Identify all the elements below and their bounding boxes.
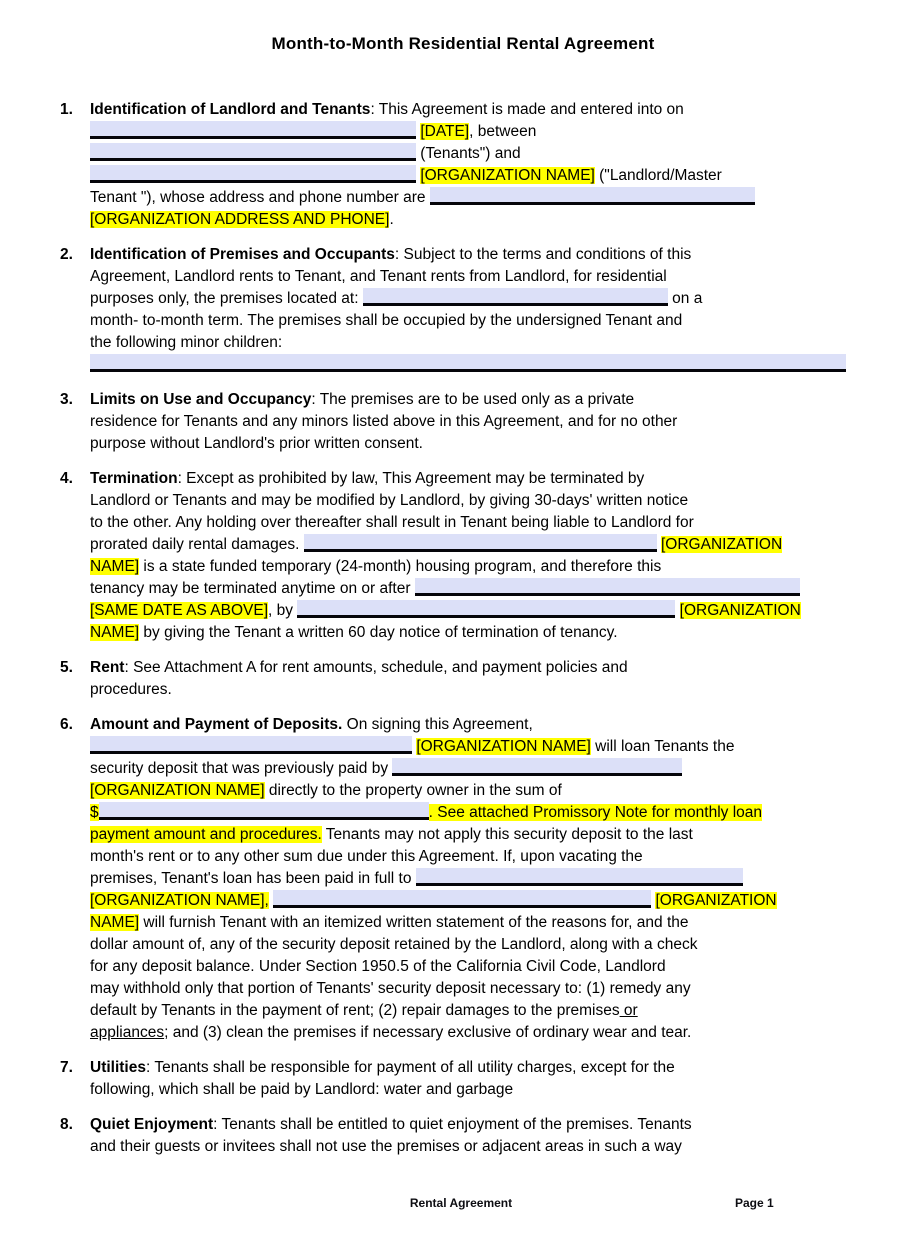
section-content bbox=[90, 99, 862, 231]
highlighted-placeholder: NAME] bbox=[90, 624, 140, 641]
highlighted-placeholder: . See attached Promissory Note for monthly loan bbox=[428, 804, 763, 821]
highlighted-placeholder: [ORGANIZATION bbox=[655, 892, 777, 909]
section bbox=[60, 1114, 866, 1158]
form-field-blank[interactable] bbox=[90, 143, 416, 161]
highlighted-placeholder: [DATE] bbox=[420, 123, 470, 140]
footer-page-number: Page 1 bbox=[735, 1196, 774, 1210]
body-text: . bbox=[389, 211, 394, 228]
body-text: purposes only, the premises located at: bbox=[90, 290, 363, 307]
body-text: procedures. bbox=[90, 681, 172, 698]
highlighted-placeholder: [ORGANIZATION NAME] bbox=[90, 782, 265, 799]
section bbox=[60, 1057, 866, 1101]
section-heading: Identification of Premises and Occupants bbox=[90, 246, 395, 263]
body-text: is a state funded temporary (24-month) housing program, and therefore this bbox=[139, 558, 662, 575]
form-field-blank[interactable] bbox=[363, 288, 668, 306]
form-field-blank[interactable] bbox=[90, 736, 412, 754]
form-field-blank[interactable] bbox=[90, 354, 846, 372]
form-field-blank[interactable] bbox=[415, 578, 800, 596]
section bbox=[60, 657, 866, 701]
highlighted-placeholder: NAME] bbox=[90, 558, 140, 575]
section-number: 3. bbox=[60, 391, 73, 408]
underlined-text: or bbox=[619, 1002, 638, 1019]
section-number: 5. bbox=[60, 659, 73, 676]
body-text: directly to the property owner in the sum of bbox=[264, 782, 562, 799]
form-field-blank[interactable] bbox=[273, 890, 651, 908]
sections bbox=[60, 99, 866, 1158]
body-text: following, which shall be paid by Landlord: water and garbage bbox=[90, 1081, 514, 1098]
body-text: and their guests or invitees shall not use the premises or adjacent areas in such a way bbox=[90, 1138, 682, 1155]
form-field-blank[interactable] bbox=[99, 802, 429, 820]
body-text: residence for Tenants and any minors listed above in this Agreement, and for no other bbox=[90, 413, 678, 430]
section-heading: Rent bbox=[90, 659, 125, 676]
body-text: the following minor children: bbox=[90, 334, 283, 351]
highlighted-placeholder: payment amount and procedures. bbox=[90, 826, 322, 843]
body-text: security deposit that was previously paid by bbox=[90, 760, 393, 777]
form-field-blank[interactable] bbox=[430, 187, 755, 205]
section bbox=[60, 244, 866, 376]
body-text: premises, Tenant's loan has been paid in full to bbox=[90, 870, 416, 887]
body-text: purpose without Landlord's prior written consent. bbox=[90, 435, 423, 452]
section-number: 8. bbox=[60, 1116, 73, 1133]
form-field-blank[interactable] bbox=[90, 165, 416, 183]
body-text: may withhold only that portion of Tenants' security deposit necessary to: (1) remedy any bbox=[90, 980, 691, 997]
section bbox=[60, 99, 866, 231]
body-text: default by Tenants in the payment of rent; (2) repair damages to the premises bbox=[90, 1002, 620, 1019]
body-text: on a bbox=[667, 290, 703, 307]
section-number: 4. bbox=[60, 470, 73, 487]
body-text: to the other. Any holding over thereafter shall result in Tenant being liable to Landlord for bbox=[90, 514, 694, 531]
body-text: , between bbox=[469, 123, 537, 140]
body-text: , by bbox=[268, 602, 298, 619]
section-content bbox=[90, 1057, 862, 1101]
section-heading: Termination bbox=[90, 470, 178, 487]
section-content bbox=[90, 389, 862, 455]
body-text: by giving the Tenant a written 60 day notice of termination of tenancy. bbox=[139, 624, 618, 641]
body-text: On signing this Agreement, bbox=[342, 716, 533, 733]
form-field-blank[interactable] bbox=[392, 758, 682, 776]
body-text: : The premises are to be used only as a private bbox=[311, 391, 635, 408]
underlined-text: appliances bbox=[90, 1024, 165, 1041]
highlighted-placeholder: $ bbox=[90, 804, 99, 821]
section-heading: Amount and Payment of Deposits. bbox=[90, 716, 343, 733]
section-heading: Limits on Use and Occupancy bbox=[90, 391, 312, 408]
body-text: : Tenants shall be responsible for payment of all utility charges, except for the bbox=[145, 1059, 675, 1076]
section-number: 1. bbox=[60, 101, 73, 118]
body-text: Tenants may not apply this security deposit to the last bbox=[321, 826, 693, 843]
section-content bbox=[90, 468, 862, 644]
highlighted-placeholder: [SAME DATE AS ABOVE] bbox=[90, 602, 269, 619]
body-text: tenancy may be terminated anytime on or after bbox=[90, 580, 415, 597]
body-text: Landlord or Tenants and may be modified by Landlord, by giving 30-days' written notice bbox=[90, 492, 689, 509]
section bbox=[60, 468, 866, 644]
section-content bbox=[90, 657, 862, 701]
body-text: : This Agreement is made and entered into on bbox=[370, 101, 684, 118]
form-field-blank[interactable] bbox=[90, 121, 416, 139]
body-text: month- to-month term. The premises shall be occupied by the undersigned Tenant and bbox=[90, 312, 683, 329]
body-text: dollar amount of, any of the security deposit retained by the Landlord, along with a check bbox=[90, 936, 698, 953]
form-field-blank[interactable] bbox=[416, 868, 743, 886]
section-heading: Identification of Landlord and Tenants bbox=[90, 101, 371, 118]
form-field-blank[interactable] bbox=[304, 534, 657, 552]
body-text: : See Attachment A for rent amounts, schedule, and payment policies and bbox=[124, 659, 628, 676]
body-text: for any deposit balance. Under Section 1950.5 of the California Civil Code, Landlord bbox=[90, 958, 666, 975]
body-text: ("Landlord/Master bbox=[594, 167, 722, 184]
page-title: Month-to-Month Residential Rental Agreement bbox=[271, 34, 655, 53]
body-text: : Subject to the terms and conditions of this bbox=[394, 246, 692, 263]
section-heading: Utilities bbox=[90, 1059, 146, 1076]
body-text: : Tenants shall be entitled to quiet enjoyment of the premises. Tenants bbox=[213, 1116, 692, 1133]
section bbox=[60, 389, 866, 455]
highlighted-placeholder: [ORGANIZATION NAME], bbox=[90, 892, 269, 909]
body-text: ; and (3) clean the premises if necessary exclusive of ordinary wear and tear. bbox=[164, 1024, 692, 1041]
highlighted-placeholder: [ORGANIZATION bbox=[679, 602, 801, 619]
form-field-blank[interactable] bbox=[297, 600, 675, 618]
body-text: will furnish Tenant with an itemized written statement of the reasons for, and the bbox=[139, 914, 689, 931]
highlighted-placeholder: [ORGANIZATION NAME] bbox=[420, 167, 595, 184]
body-text: month's rent or to any other sum due under this Agreement. If, upon vacating the bbox=[90, 848, 643, 865]
section-content bbox=[90, 244, 862, 376]
highlighted-placeholder: [ORGANIZATION bbox=[661, 536, 783, 553]
body-text bbox=[675, 602, 679, 619]
body-text: Agreement, Landlord rents to Tenant, and Tenant rents from Landlord, for residential bbox=[90, 268, 667, 285]
section-content bbox=[90, 1114, 862, 1158]
body-text: (Tenants") and bbox=[416, 145, 521, 162]
section bbox=[60, 714, 866, 1044]
highlighted-placeholder: NAME] bbox=[90, 914, 140, 931]
body-text: : Except as prohibited by law, This Agreement may be terminated by bbox=[177, 470, 645, 487]
body-text: will loan Tenants the bbox=[590, 738, 735, 755]
highlighted-placeholder: [ORGANIZATION ADDRESS AND PHONE] bbox=[90, 211, 390, 228]
section-number: 6. bbox=[60, 716, 73, 733]
section-number: 7. bbox=[60, 1059, 73, 1076]
body-text: prorated daily rental damages. bbox=[90, 536, 304, 553]
highlighted-placeholder: [ORGANIZATION NAME] bbox=[416, 738, 591, 755]
footer-document-name: Rental Agreement bbox=[409, 1196, 513, 1210]
section-number: 2. bbox=[60, 246, 73, 263]
body-text: Tenant "), whose address and phone number are bbox=[90, 189, 430, 206]
section-heading: Quiet Enjoyment bbox=[90, 1116, 214, 1133]
section-content bbox=[90, 714, 862, 1044]
